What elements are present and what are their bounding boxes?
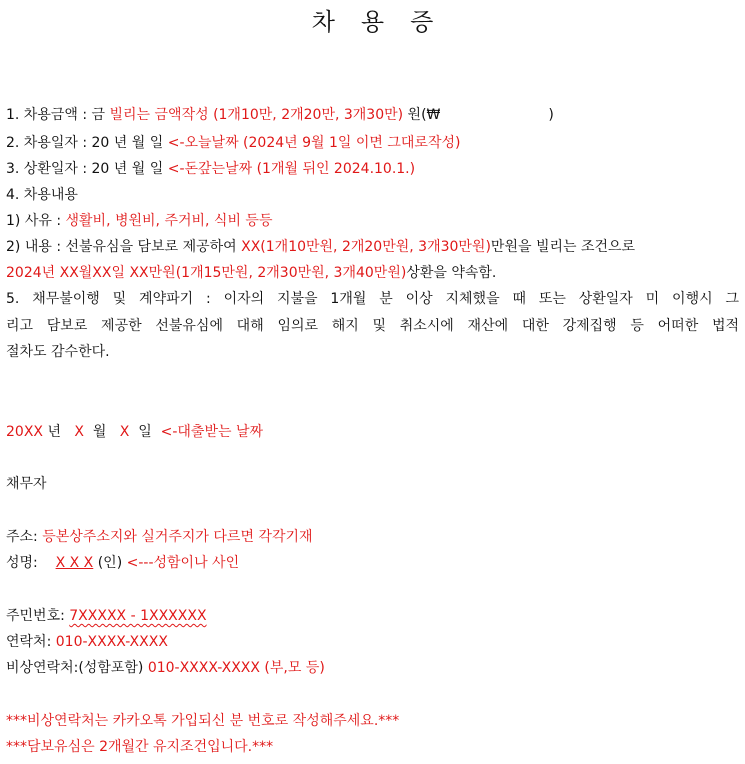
item-default-line1: 5. 채무불이행 및 계약파기 : 이자의 지불을 1개월 분 이상 지체했을 때 또는 상환일자 미 이행시 그	[6, 291, 739, 307]
item-content-line2	[6, 263, 496, 283]
reason-note: 생활비, 병원비, 주거비, 식비 등등	[65, 213, 273, 229]
item-default-line2: 리고 담보로 제공한 선불유심에 대해 임의로 해지 및 취소시에 재산에 대한 강제집행 등 어떠한 법적	[6, 318, 739, 334]
id-value: 7XXXXX - 1XXXXXX	[69, 608, 207, 624]
address-label: 주소:	[6, 529, 43, 545]
signing-date-note: <-대출받는 날짜	[160, 424, 264, 440]
debtor-name	[6, 553, 239, 573]
item-reason	[6, 211, 272, 231]
id-label: 주민번호:	[6, 608, 70, 624]
content-mid: 만원을 빌리는 조건으로	[490, 239, 636, 255]
loan-amount-suffix: 원(₩	[403, 107, 441, 123]
signing-year: 20XX	[6, 424, 43, 440]
debtor-emergency-contact	[6, 658, 325, 678]
phone-value: 010-XXXX-XXXX	[55, 634, 168, 650]
name-value: X X X	[55, 555, 94, 571]
name-label: 성명:	[6, 555, 56, 571]
loan-date-label: 2. 차용일자 : 20 년 월 일	[6, 135, 168, 151]
notice-kakao: ***비상연락처는 카카오톡 가입되신 분 번호로 작성해주세요.***	[6, 713, 400, 729]
item-repay-date	[6, 159, 415, 179]
item-loan-date	[6, 133, 460, 153]
signing-day-unit: 일	[129, 424, 161, 440]
content-label: 2) 내용 : 선불유심을 담보로 제공하여	[6, 239, 242, 255]
repay-date-note: <-돈갚는날짜 (1개월 뒤인 2024.10.1.)	[167, 161, 416, 177]
debtor-heading: 채무자	[6, 476, 47, 492]
phone-label: 연락처:	[6, 634, 56, 650]
item-loan-amount	[6, 105, 554, 125]
signing-month-unit: 월	[83, 424, 120, 440]
debtor-phone	[6, 632, 168, 652]
loan-amount-close: )	[548, 107, 554, 123]
debtor-id-number	[6, 606, 207, 626]
document-title: 차용증	[311, 8, 460, 36]
item-content-line1	[6, 237, 635, 257]
name-note: <---성함이나 사인	[126, 555, 240, 571]
emergency-label: 비상연락처:(성함포함)	[6, 660, 148, 676]
content-repay-terms: 2024년 XX월XX일 XX만원(1개15만원, 2개30만원, 3개40만원)	[6, 265, 407, 281]
content-amount: XX(1개10만원, 2개20만원, 3개30만원)	[241, 239, 491, 255]
loan-date-note: <-오늘날짜 (2024년 9월 1일 이면 그대로작성)	[167, 135, 461, 151]
signing-year-unit: 년	[43, 424, 75, 440]
debtor-address	[6, 527, 313, 547]
content-promise: 상환을 약속함.	[406, 265, 497, 281]
signing-day: X	[119, 424, 130, 440]
emergency-value: 010-XXXX-XXXX (부,모 등)	[147, 660, 325, 676]
seal-mark: (인)	[93, 555, 127, 571]
loan-amount-label: 1. 차용금액 : 금	[6, 107, 110, 123]
signing-date	[6, 422, 263, 442]
repay-date-label: 3. 상환일자 : 20 년 월 일	[6, 161, 168, 177]
notice-usim: ***담보유심은 2개월간 유지조건입니다.***	[6, 739, 274, 755]
signing-month: X	[74, 424, 84, 440]
item-default-line3: 절차도 감수한다.	[6, 344, 110, 360]
address-note: 등본상주소지와 실거주지가 다르면 각각기재	[42, 529, 313, 545]
loan-amount-note: 빌리는 금액작성 (1개10만, 2개20만, 3개30만)	[109, 107, 404, 123]
reason-label: 1) 사유 :	[6, 213, 66, 229]
item-loan-details: 4. 차용내용	[6, 187, 78, 203]
